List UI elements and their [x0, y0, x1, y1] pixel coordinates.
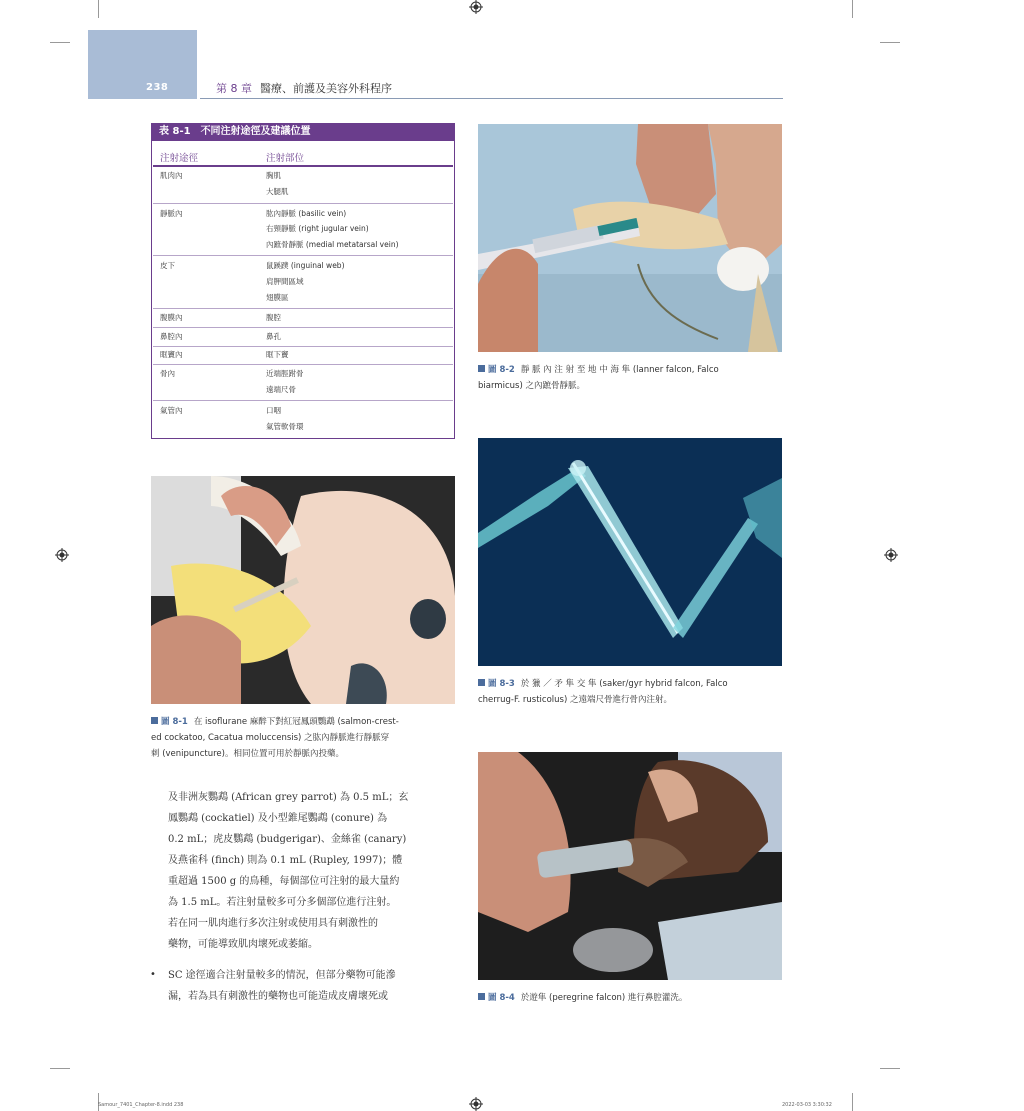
caption-line: 於遊隼 (peregrine falcon) 進行鼻腔灌洗。: [520, 993, 688, 1003]
page-number: 238: [146, 82, 169, 93]
chapter-number: 第 8 章: [216, 82, 252, 95]
figure-8-4-caption: [478, 990, 782, 1006]
table-cell-route: 鼻腔內: [160, 332, 183, 341]
figure-8-1-caption: [151, 714, 461, 762]
table-cell-route: 氣管內: [160, 406, 183, 415]
figure-number: 圖 8-1: [151, 717, 188, 727]
column-header-route: 注射途徑: [160, 153, 199, 164]
table-cell-site: 鼠蹊蹼 (inguinal web): [266, 261, 345, 270]
table-cell-route: 靜脈內: [160, 209, 183, 218]
header-rule: [200, 98, 783, 99]
table-cell-site: 肱內靜脈 (basilic vein): [266, 209, 347, 218]
table-row-rule: [153, 364, 453, 365]
figure-8-3-caption: [478, 676, 782, 708]
figure-number: 圖 8-2: [478, 365, 515, 375]
registration-mark-icon: [884, 548, 898, 562]
table-cell-site: 內蹠骨靜脈 (medial metatarsal vein): [266, 240, 399, 249]
table-header-rule: [153, 165, 453, 167]
table-cell-site: 胸肌: [266, 171, 281, 180]
table-cell-route: 眶竇內: [160, 350, 183, 359]
crop-mark: [98, 0, 99, 18]
figure-8-1-photo: [151, 476, 455, 704]
table-row-rule: [153, 327, 453, 328]
body-paragraph: [168, 787, 458, 955]
body-line: 藥物，可能導致肌肉壞死或萎縮。: [168, 939, 318, 950]
crop-mark: [880, 42, 900, 43]
registration-mark-icon: [469, 1097, 483, 1111]
table-cell-site: 氣管軟骨環: [266, 422, 304, 431]
table-row-rule: [153, 255, 453, 256]
slug-left: Samour_7401_Chapter-8.indd 238: [98, 1102, 184, 1108]
caption-line: 刺 (venipuncture)。相同位置可用於靜脈內投藥。: [151, 749, 344, 759]
crop-mark: [880, 1068, 900, 1069]
bullet-icon: •: [150, 969, 156, 980]
crop-mark: [852, 0, 853, 18]
figure-8-2-caption: [478, 362, 782, 394]
table-cell-route: 皮下: [160, 261, 175, 270]
table-row-rule: [153, 203, 453, 204]
table-row-rule: [153, 400, 453, 401]
page-number-tab: [88, 30, 197, 99]
table-cell-site: 遠端尺骨: [266, 385, 296, 394]
table-number: 表 8-1: [159, 126, 191, 137]
table-cell-site: 肩胛間區域: [266, 277, 304, 286]
table-row-rule: [153, 308, 453, 309]
table-cell-site: 右頸靜脈 (right jugular vein): [266, 224, 369, 233]
table-title-bar: [151, 123, 455, 141]
body-line: 若在同一肌肉進行多次注射或使用具有刺激性的: [168, 918, 378, 929]
table-cell-site: 近端脛跗骨: [266, 369, 304, 378]
figure-8-3-photo: [478, 438, 782, 666]
caption-line: 於 獵 ／ 矛 隼 交 隼 (saker/gyr hybrid falcon, Falco: [520, 679, 728, 689]
table-title: 不同注射途徑及建議位置: [200, 126, 311, 137]
caption-line: 靜 脈 內 注 射 至 地 中 海 隼 (lanner falcon, Falco: [520, 365, 719, 375]
column-header-site: 注射部位: [266, 153, 305, 164]
table-cell-site: 大腿肌: [266, 187, 289, 196]
body-line: 重超過 1500 g 的鳥種，每個部位可注射的最大量約: [168, 876, 400, 887]
caption-line: 在 isoflurane 麻醉下對紅冠鳳頭鸚鵡 (salmon-crest-: [193, 717, 399, 727]
table-cell-site: 腹腔: [266, 313, 281, 322]
registration-mark-icon: [55, 548, 69, 562]
table-cell-site: 鼻孔: [266, 332, 281, 341]
caption-line: biarmicus) 之內蹠骨靜脈。: [478, 381, 585, 391]
table-cell-site: 翅膜區: [266, 293, 289, 302]
registration-mark-icon: [469, 0, 483, 14]
crop-mark: [852, 1093, 853, 1111]
slug-right: 2022-03-03 3:30:32: [782, 1102, 832, 1108]
table-cell-route: 肌肉內: [160, 171, 183, 180]
running-header: [216, 80, 392, 96]
crop-mark: [50, 1068, 70, 1069]
body-line: 及非洲灰鸚鵡 (African grey parrot) 為 0.5 mL；玄: [168, 792, 409, 803]
caption-line: cherrug-F. rusticolus) 之遠端尺骨進行骨內注射。: [478, 695, 672, 705]
table-cell-route: 腹膜內: [160, 313, 183, 322]
table-cell-site: 口咽: [266, 406, 281, 415]
body-line: SC 途徑適合注射量較多的情況，但部分藥物可能滲: [168, 970, 396, 981]
chapter-title: 醫療、前護及美容外科程序: [260, 82, 392, 95]
table-cell-route: 骨內: [160, 369, 175, 378]
table-cell-site: 眶下竇: [266, 350, 289, 359]
body-line: 為 1.5 mL。若注射量較多可分多個部位進行注射。: [168, 897, 397, 908]
bullet-paragraph: [168, 965, 458, 1007]
figure-8-4-photo: [478, 752, 782, 980]
figure-number: 圖 8-3: [478, 679, 515, 689]
body-line: 漏，若為具有刺激性的藥物也可能造成皮膚壞死或: [168, 991, 388, 1002]
body-line: 及燕雀科 (finch) 則為 0.1 mL (Rupley, 1997)；體: [168, 855, 403, 866]
body-line: 0.2 mL；虎皮鸚鵡 (budgerigar)、金絲雀 (canary): [168, 834, 407, 845]
caption-line: ed cockatoo, Cacatua moluccensis) 之肱內靜脈進行靜脈穿: [151, 733, 390, 743]
body-line: 鳳鸚鵡 (cockatiel) 及小型錐尾鸚鵡 (conure) 為: [168, 813, 388, 824]
table-row-rule: [153, 346, 453, 347]
figure-8-2-photo: [478, 124, 782, 352]
figure-number: 圖 8-4: [478, 993, 515, 1003]
crop-mark: [50, 42, 70, 43]
